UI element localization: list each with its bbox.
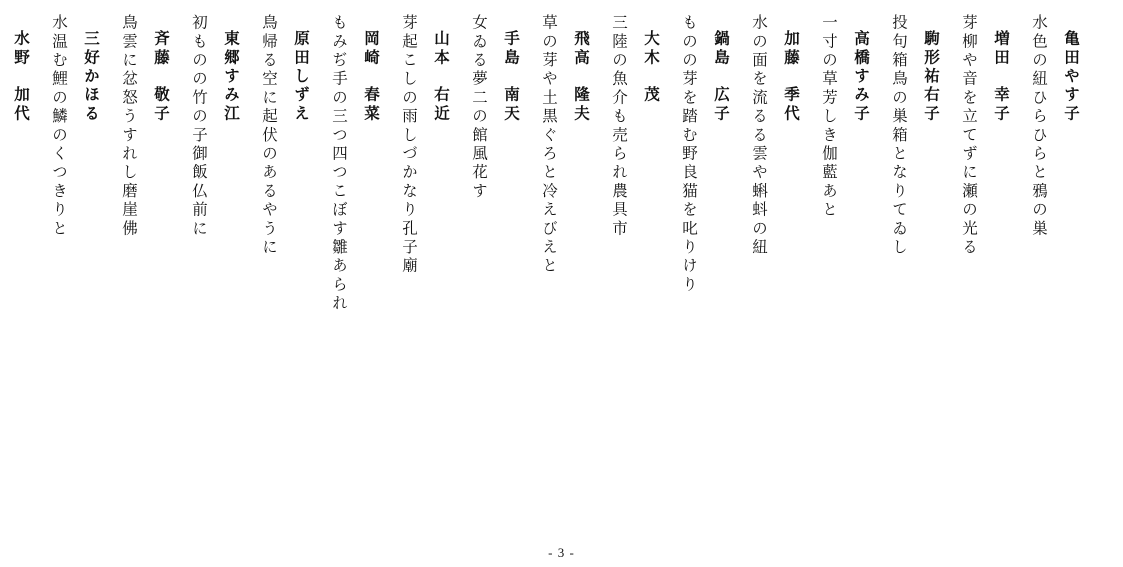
haiku-entry xyxy=(883,14,947,534)
haiku-text: 鳥帰る空に起伏のあるやうに xyxy=(260,14,278,258)
haiku-entry xyxy=(0,14,37,534)
haiku-entry xyxy=(813,14,877,534)
author-name: 山本 右近 xyxy=(432,30,450,124)
page-number: - 3 - xyxy=(548,545,575,560)
author-name: 手島 南天 xyxy=(502,30,520,124)
author-name: 鍋島 広子 xyxy=(712,30,730,124)
haiku-entry xyxy=(183,14,247,534)
haiku-text: 芽柳や音を立てずに瀬の光る xyxy=(960,14,978,258)
author-name: 三好かほる xyxy=(82,30,100,124)
author-name: 大木 茂 xyxy=(642,30,660,105)
haiku-text: ものの芽を踏む野良猫を叱りけり xyxy=(680,14,698,295)
haiku-entry xyxy=(1023,14,1087,534)
haiku-entry xyxy=(393,14,457,534)
haiku-entry xyxy=(253,14,317,534)
haiku-entry xyxy=(533,14,597,534)
haiku-text: 一寸の草芳しき伽藍あと xyxy=(820,14,838,220)
haiku-text: もみぢ手の三つ四つこぼす雛あられ xyxy=(330,14,348,314)
haiku-entry xyxy=(603,14,667,534)
author-name: 東郷すみ江 xyxy=(222,30,240,124)
haiku-text: 初ものの竹の子御飯仏前に xyxy=(190,14,208,239)
haiku-entry xyxy=(673,14,737,534)
haiku-entry xyxy=(953,14,1017,534)
haiku-entry xyxy=(743,14,807,534)
haiku-text: 芽起こしの雨しづかなり孔子廟 xyxy=(400,14,418,276)
haiku-entry xyxy=(113,14,177,534)
haiku-entry xyxy=(323,14,387,534)
haiku-text: 鳥雲に忿怒うすれし磨崖佛 xyxy=(120,14,138,239)
author-name: 亀田やす子 xyxy=(1062,30,1080,124)
haiku-text: 投句箱鳥の巣箱となりてゐし xyxy=(890,14,908,258)
author-name: 高橋すみ子 xyxy=(852,30,870,124)
haiku-entry xyxy=(43,14,107,534)
author-name: 岡崎 春菜 xyxy=(362,30,380,124)
author-name: 原田しずえ xyxy=(292,30,310,124)
haiku-text: 草の芽や土黒ぐろと冷えびえと xyxy=(540,14,558,276)
author-name: 加藤 季代 xyxy=(782,30,800,124)
author-name: 増田 幸子 xyxy=(992,30,1010,124)
author-name: 斉藤 敬子 xyxy=(152,30,170,124)
haiku-text: 水の面を流るる雲や蝌蚪の紐 xyxy=(750,14,768,258)
haiku-text: 水温む鯉の鱗のくつきりと xyxy=(50,14,68,239)
haiku-text: 三陸の魚介も売られ農具市 xyxy=(610,14,628,239)
haiku-entry xyxy=(463,14,527,534)
haiku-text: 女ゐる夢二の館風花す xyxy=(470,14,488,201)
haiku-text: 水色の紐ひらひらと鴉の巣 xyxy=(1030,14,1048,239)
haiku-columns xyxy=(0,14,1087,534)
author-name: 駒形祐右子 xyxy=(922,30,940,124)
author-name: 飛高 隆夫 xyxy=(572,30,590,124)
author-name: 水野 加代 xyxy=(12,30,30,124)
